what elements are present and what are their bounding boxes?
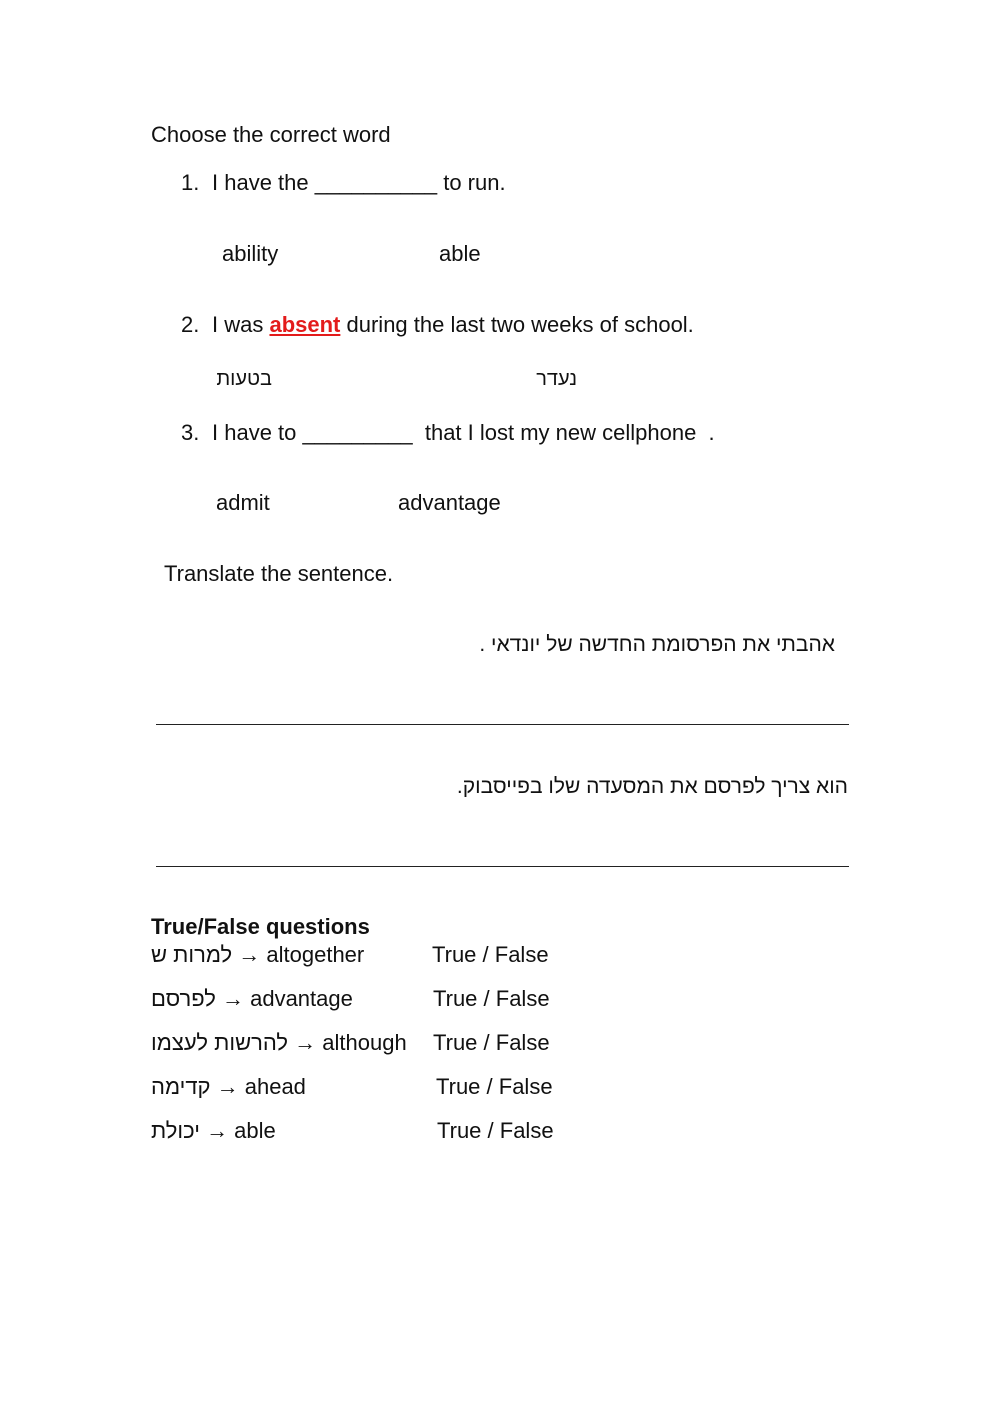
section-heading-translate: Translate the sentence. [164,561,394,586]
question-1-text: I have the __________ to run. [212,170,506,195]
highlighted-word: absent [269,312,341,337]
hebrew-sentence-2: הוא צריך לפרסם את המסעדה שלו בפייסבוק. [456,775,848,798]
hebrew-sentence-1: אהבתי את הפרסומת החדשה של יונדאי . [479,633,835,656]
question-2-text [212,314,694,336]
question-number: 2. [181,312,200,337]
question-3-text: I have to _________ that I lost my new cellphone . [212,420,715,445]
question-1-option-b: able [439,241,481,266]
tf-term: לפרסם → advantage [151,986,353,1011]
tf-term: יכולת → able [151,1118,276,1143]
tf-answer: True / False [432,942,549,967]
section-heading-choose: Choose the correct word [151,122,391,147]
question-2-option-b: נעדר [536,368,577,390]
answer-line[interactable] [156,866,849,867]
question-1-option-a: ability [222,241,279,266]
tf-answer: True / False [433,1030,550,1055]
tf-term: קדימה → ahead [151,1074,306,1099]
answer-line[interactable] [156,724,849,725]
question-2-before: I was [212,312,270,337]
tf-term: להרשות לעצמו → although [151,1030,407,1055]
tf-answer: True / False [433,986,550,1011]
tf-answer: True / False [437,1118,554,1143]
question-number: 1. [181,170,200,195]
question-3-option-b: advantage [398,490,501,515]
question-3-option-a: admit [216,490,270,515]
question-2-after: during the last two weeks of school. [340,312,694,337]
tf-term: למרות ש → altogether [151,942,365,967]
tf-answer: True / False [436,1074,553,1099]
section-heading-true-false: True/False questions [151,914,370,939]
question-2-option-a: בטעות [216,368,272,390]
question-number: 3. [181,420,200,445]
